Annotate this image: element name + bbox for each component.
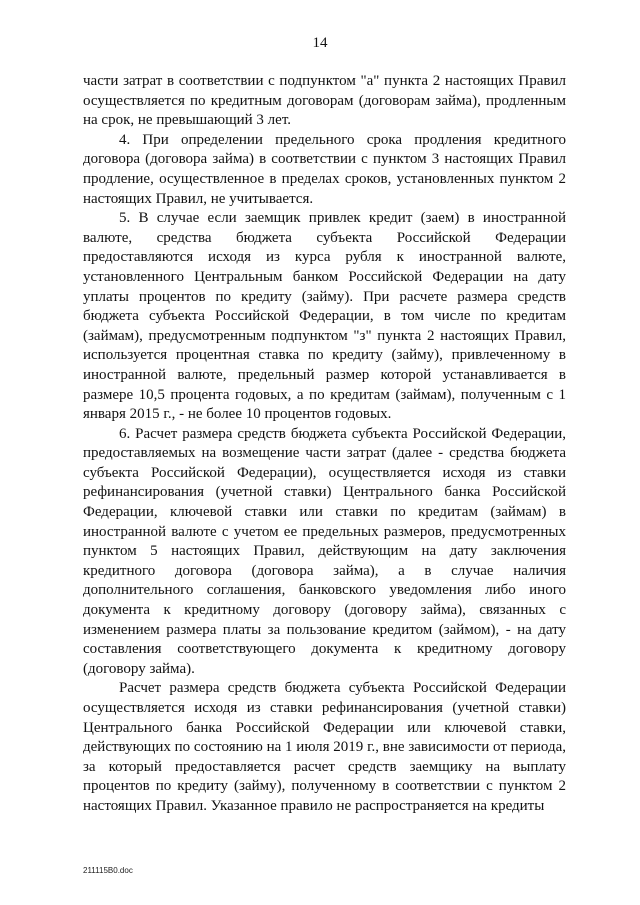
page-number: 14 [312,35,328,51]
paragraph-item-5: 5. В случае если заемщик привлек кредит (заем) в иностранной валюте, средства бюджета субъекта Российской Федерации предоставляются исходя из курса рубля к иностранной валюте, установленного Центральным банком Российской Федерации на дату уплаты процентов по кредиту (займу). При расчете размера средств бюджета субъекта Российской Федерации, в том числе по кредитам (займам), предусмотренным подпунктом "з" пункта 2 настоящих Правил, используется процентная ставка по кредиту (займу), привлеченному в иностранной валюте, предельный размер которой устанавливается в размере 10,5 процента годовых, а по кредитам (займам), полученным с 1 января 2015 г., - не более 10 процентов годовых. [83,210,566,423]
document-file-code: 211115В0.doc [83,866,133,875]
paragraph-item-6: 6. Расчет размера средств бюджета субъекта Российской Федерации, предоставляемых на возмещение части затрат (далее - средства бюджета субъекта Российской Федерации), осуществляется исходя из ставки рефинансирования (учетной ставки) Центрального банка Российской Федерации, ключевой ставки или ставки по кредитам (займам) в иностранной валюте с учетом ее предельных размеров, предусмотренных пунктом 5 настоящих Правил, действующим на дату заключения кредитного договора (договора займа), а в случае наличия дополнительного соглашения, банковского уведомления либо иного документа к кредитному договору (договору займа), связанных с изменением размера платы за пользование кредитом (займом), - на дату составления соответствующего документа к кредитному договору (договору займа). [83,425,566,677]
paragraph-continuation: части затрат в соответствии с подпунктом "а" пункта 2 настоящих Правил осуществляется по кредитным договорам (договорам займа), продленным на срок, не превышающий 3 лет. [83,73,566,129]
paragraph-calculation: Расчет размера средств бюджета субъекта Российской Федерации осуществляется исходя из ставки рефинансирования (учетной ставки) Центрального банка Российской Федерации или ключевой ставки, действующих по состоянию на 1 июля 2019 г., вне зависимости от периода, за который предоставляется расчет средств заемщику на выплату процентов по кредиту (займу), полученному в соответствии с пунктом 2 настоящих Правил. Указанное правило не распространяется на кредиты [83,680,566,814]
document-body [83,72,566,817]
paragraph-item-4: 4. При определении предельного срока продления кредитного договора (договора займа) в соответствии с пунктом 3 настоящих Правил продление, осуществленное в пределах сроков, установленных пунктом 2 настоящих Правил, не учитывается. [83,131,566,207]
